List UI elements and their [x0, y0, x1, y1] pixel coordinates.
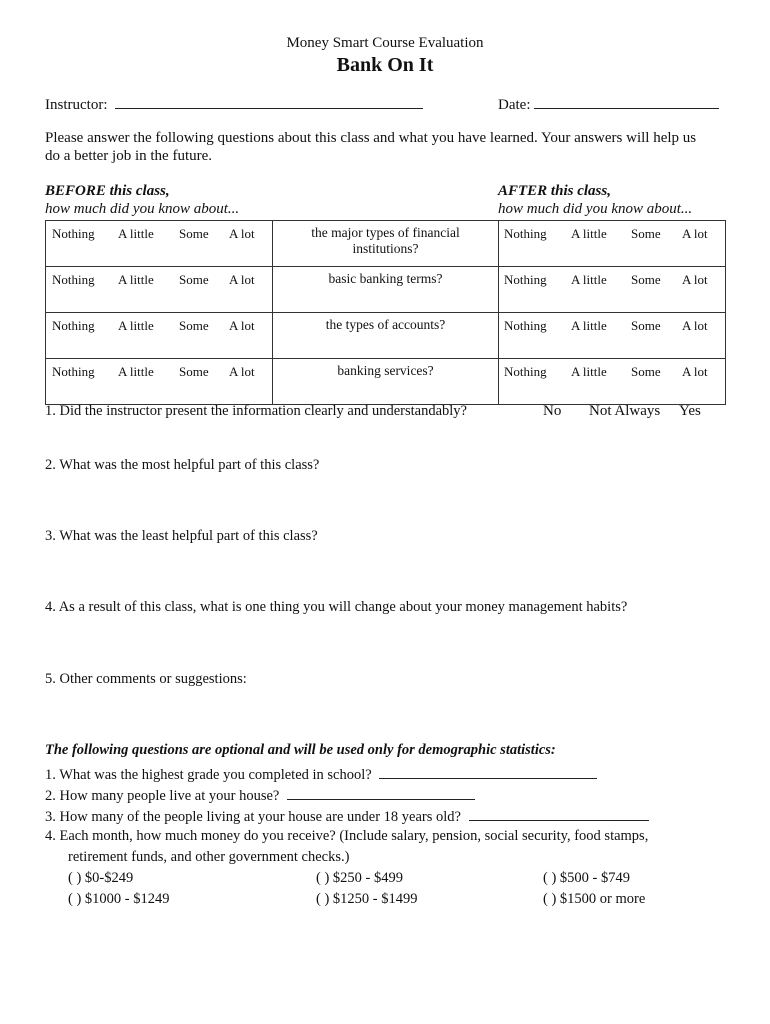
topic-cell — [273, 267, 499, 313]
option-a-lot[interactable]: A lot — [229, 226, 255, 241]
option-nothing[interactable]: Nothing — [504, 272, 547, 287]
option-some[interactable]: Some — [179, 318, 209, 333]
q1-option-not-always[interactable]: Not Always — [589, 403, 661, 419]
income-option[interactable]: ( ) $1000 - $1249 — [68, 891, 170, 907]
date-label: Date: — [498, 97, 531, 113]
option-a-lot[interactable]: A lot — [229, 318, 255, 333]
option-some[interactable]: Some — [179, 272, 209, 287]
after-heading: AFTER this class, — [498, 183, 611, 199]
income-option[interactable]: ( ) $0-$249 — [68, 870, 134, 886]
income-option[interactable]: ( ) $250 - $499 — [316, 870, 403, 886]
option-a-lot[interactable]: A lot — [682, 226, 708, 241]
topic-cell — [273, 359, 499, 405]
question-5: 5. Other comments or suggestions: — [45, 671, 247, 687]
before-options — [46, 267, 273, 313]
demographic-question-4-cont: retirement funds, and other government checks.) — [68, 849, 350, 865]
option-nothing[interactable]: Nothing — [52, 318, 95, 333]
income-option[interactable]: ( ) $1500 or more — [543, 891, 646, 907]
table-row — [46, 313, 726, 359]
topic-label: the types of accounts? — [325, 317, 446, 332]
date-blank[interactable] — [534, 94, 719, 109]
option-a-little[interactable]: A little — [571, 364, 607, 379]
option-a-lot[interactable]: A lot — [682, 272, 708, 287]
table-row — [46, 221, 726, 267]
demographic-question-1 — [45, 764, 597, 784]
before-options — [46, 313, 273, 359]
household-size-blank[interactable] — [287, 785, 475, 800]
topic-cell — [273, 313, 499, 359]
demographic-question-2-label: 2. How many people live at your house? — [45, 788, 280, 804]
option-a-lot[interactable]: A lot — [682, 318, 708, 333]
instructor-blank[interactable] — [115, 94, 423, 109]
before-subheading: how much did you know about... — [45, 201, 240, 217]
option-a-little[interactable]: A little — [118, 226, 154, 241]
topic-label: banking services? — [337, 363, 434, 378]
demographic-question-2 — [45, 785, 475, 805]
after-subheading: how much did you know about... — [498, 201, 693, 217]
under-18-blank[interactable] — [469, 806, 649, 821]
question-4: 4. As a result of this class, what is one thing you will change about your money management habits? — [45, 599, 628, 615]
table-row — [46, 359, 726, 405]
option-nothing[interactable]: Nothing — [504, 364, 547, 379]
table-row — [46, 267, 726, 313]
income-option[interactable]: ( ) $1250 - $1499 — [316, 891, 418, 907]
after-options — [499, 313, 726, 359]
q1-option-yes[interactable]: Yes — [679, 403, 701, 419]
q1-option-no[interactable]: No — [543, 403, 562, 419]
form-title: Bank On It — [336, 54, 434, 76]
demographic-question-3 — [45, 806, 649, 826]
option-a-lot[interactable]: A lot — [229, 364, 255, 379]
knowledge-rating-table — [45, 220, 726, 405]
option-some[interactable]: Some — [631, 272, 661, 287]
question-3: 3. What was the least helpful part of this class? — [45, 528, 318, 544]
option-some[interactable]: Some — [631, 364, 661, 379]
option-some[interactable]: Some — [179, 226, 209, 241]
instructor-label: Instructor: — [45, 97, 108, 113]
option-nothing[interactable]: Nothing — [52, 364, 95, 379]
option-a-little[interactable]: A little — [118, 364, 154, 379]
before-options — [46, 221, 273, 267]
intro-line-1: Please answer the following questions about this class and what you have learned. Your answers will help us — [45, 130, 697, 146]
topic-label: basic banking terms? — [328, 271, 443, 286]
option-some[interactable]: Some — [179, 364, 209, 379]
demographics-heading: The following questions are optional and will be used only for demographic statistics: — [45, 742, 556, 758]
option-a-little[interactable]: A little — [571, 226, 607, 241]
topic-cell — [273, 221, 499, 267]
topic-label-cont: institutions? — [352, 241, 419, 256]
intro-line-2: do a better job in the future. — [45, 148, 213, 164]
after-options — [499, 359, 726, 405]
instructor-field — [45, 94, 423, 114]
after-options — [499, 221, 726, 267]
option-some[interactable]: Some — [631, 226, 661, 241]
option-a-lot[interactable]: A lot — [682, 364, 708, 379]
demographic-question-3-label: 3. How many of the people living at your house are under 18 years old? — [45, 809, 461, 825]
question-1: 1. Did the instructor present the information clearly and understandably? — [45, 403, 467, 419]
option-nothing[interactable]: Nothing — [504, 226, 547, 241]
demographic-question-1-label: 1. What was the highest grade you completed in school? — [45, 767, 372, 783]
topic-label: the major types of financial — [311, 225, 460, 240]
option-nothing[interactable]: Nothing — [52, 272, 95, 287]
option-some[interactable]: Some — [631, 318, 661, 333]
option-a-little[interactable]: A little — [118, 272, 154, 287]
option-a-little[interactable]: A little — [571, 272, 607, 287]
before-heading: BEFORE this class, — [45, 183, 170, 199]
before-options — [46, 359, 273, 405]
option-a-little[interactable]: A little — [571, 318, 607, 333]
form-subtitle: Money Smart Course Evaluation — [286, 35, 484, 51]
grade-blank[interactable] — [379, 764, 597, 779]
date-field — [498, 94, 719, 114]
option-nothing[interactable]: Nothing — [52, 226, 95, 241]
option-a-lot[interactable]: A lot — [229, 272, 255, 287]
option-a-little[interactable]: A little — [118, 318, 154, 333]
income-option[interactable]: ( ) $500 - $749 — [543, 870, 630, 886]
question-2: 2. What was the most helpful part of this class? — [45, 457, 320, 473]
option-nothing[interactable]: Nothing — [504, 318, 547, 333]
demographic-question-4: 4. Each month, how much money do you receive? (Include salary, pension, social security, food stamps, — [45, 828, 649, 844]
after-options — [499, 267, 726, 313]
